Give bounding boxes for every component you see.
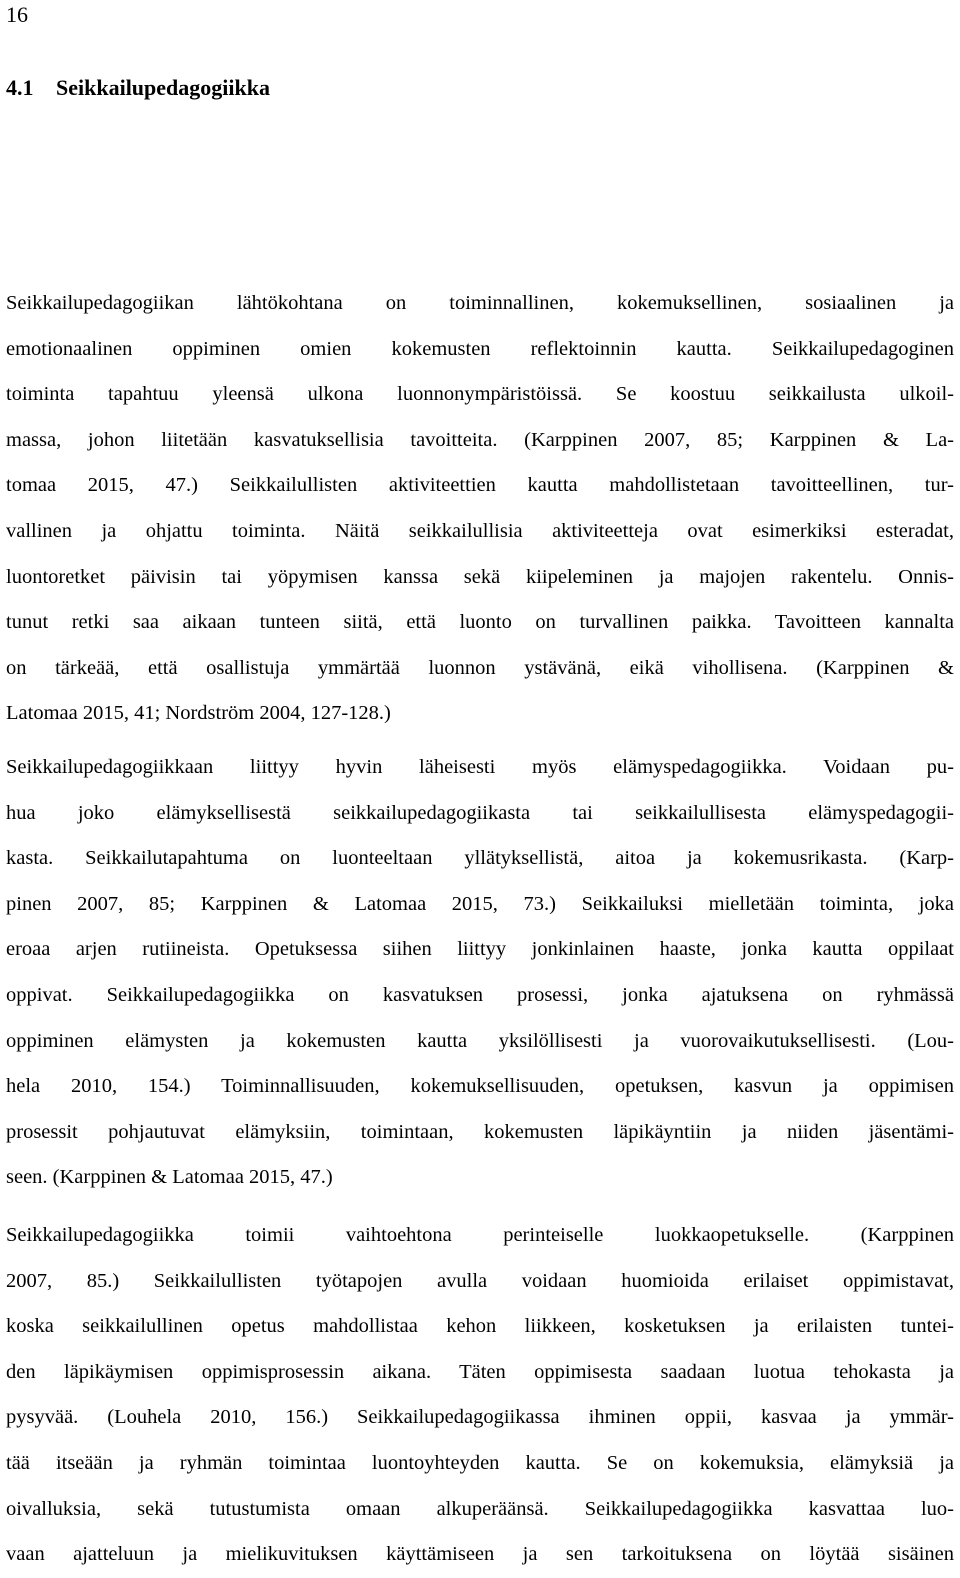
text-line: Seikkailupedagogiikka toimii vaihtoehtona perinteiselle luokkaopetukselle. (Karppinen <box>6 1224 954 1246</box>
text-line: massa, johon liitetään kasvatuksellisia tavoitteita. (Karppinen 2007, 85; Karppinen & La- <box>6 428 954 451</box>
text-line: koska seikkailullinen opetus mahdollistaa kehon liikkeen, kosketuksen ja erilaisten tuntei- <box>6 1315 954 1338</box>
text-line: oppivat. Seikkailupedagogiikka on kasvatuksen prosessi, jonka ajatuksena on ryhmässä <box>6 983 954 1006</box>
text-line: vaan ajatteluun ja mielikuvituksen käyttämiseen ja sen tarkoituksena on löytää sisäinen <box>6 1543 954 1566</box>
page-number: 16 <box>6 2 28 27</box>
section-title: Seikkailupedagogiikka <box>56 75 270 100</box>
paragraph-2 <box>6 745 954 1201</box>
paragraph-1 <box>6 281 954 737</box>
text-line: luontoretket päivisin tai yöpymisen kanssa sekä kiipeleminen ja majojen rakentelu. Onnis- <box>6 565 954 588</box>
text-line: vallinen ja ohjattu toiminta. Näitä seikkailullisia aktiviteetteja ovat esimerkiksi esteradat, <box>6 519 954 542</box>
text-line: oivalluksia, sekä tutustumista omaan alkuperäänsä. Seikkailupedagogiikka kasvattaa luo- <box>6 1497 954 1520</box>
text-line: tää itseään ja ryhmän toimintaa luontoyhteyden kautta. Se on kokemuksia, elämyksiä ja <box>6 1451 954 1474</box>
text-line: Seikkailupedagogiikkaan liittyy hyvin läheisesti myös elämyspedagogiikka. Voidaan pu- <box>6 756 954 778</box>
text-line: tomaa 2015, 47.) Seikkailullisten aktiviteettien kautta mahdollistetaan tavoitteellinen, tur- <box>6 474 954 497</box>
text-line: on tärkeää, että osallistuja ymmärtää luonnon ystävänä, eikä vihollisena. (Karppinen & <box>6 656 954 679</box>
text-line: prosessit pohjautuvat elämyksiin, toimintaan, kokemusten läpikäyntiin ja niiden jäsentämi- <box>6 1120 954 1143</box>
text-line: Seikkailupedagogiikan lähtökohtana on toiminnallinen, kokemuksellinen, sosiaalinen ja <box>6 292 954 314</box>
text-line: pysyvää. (Louhela 2010, 156.) Seikkailupedagogiikassa ihminen oppii, kasvaa ja ymmär- <box>6 1406 954 1429</box>
text-line: emotionaalinen oppiminen omien kokemusten reflektoinnin kautta. Seikkailupedagoginen <box>6 337 954 360</box>
text-line: hela 2010, 154.) Toiminnallisuuden, kokemuksellisuuden, opetuksen, kasvun ja oppimisen <box>6 1075 954 1098</box>
text-line: pinen 2007, 85; Karppinen & Latomaa 2015, 73.) Seikkailuksi mielletään toiminta, joka <box>6 892 954 915</box>
text-line: Latomaa 2015, 41; Nordström 2004, 127-128.) <box>6 702 391 725</box>
paragraph-3 <box>6 1213 954 1578</box>
text-line: seen. (Karppinen & Latomaa 2015, 47.) <box>6 1166 333 1189</box>
text-line: toiminta tapahtuu yleensä ulkona luonnonympäristöissä. Se koostuu seikkailusta ulkoil- <box>6 383 954 406</box>
text-line: eroaa arjen rutiineista. Opetuksessa siihen liittyy jonkinlainen haaste, jonka kautta oppilaat <box>6 938 954 961</box>
text-line: kasta. Seikkailutapahtuma on luonteeltaan yllätyksellistä, aitoa ja kokemusrikasta. (Karp- <box>6 847 954 870</box>
text-line: hua joko elämyksellisestä seikkailupedagogiikasta tai seikkailullisesta elämyspedagogii- <box>6 801 954 824</box>
text-line: oppiminen elämysten ja kokemusten kautta yksilöllisesti ja vuorovaikutuksellisesti. (Lou- <box>6 1029 954 1052</box>
text-line: den läpikäymisen oppimisprosessin aikana. Täten oppimisesta saadaan luotua tehokasta ja <box>6 1360 954 1383</box>
section-number: 4.1 <box>6 75 34 100</box>
text-line: tunut retki saa aikaan tunteen siitä, että luonto on turvallinen paikka. Tavoitteen kannalta <box>6 611 954 634</box>
section-heading <box>6 73 270 103</box>
text-line: 2007, 85.) Seikkailullisten työtapojen avulla voidaan huomioida erilaiset oppimistavat, <box>6 1269 954 1292</box>
